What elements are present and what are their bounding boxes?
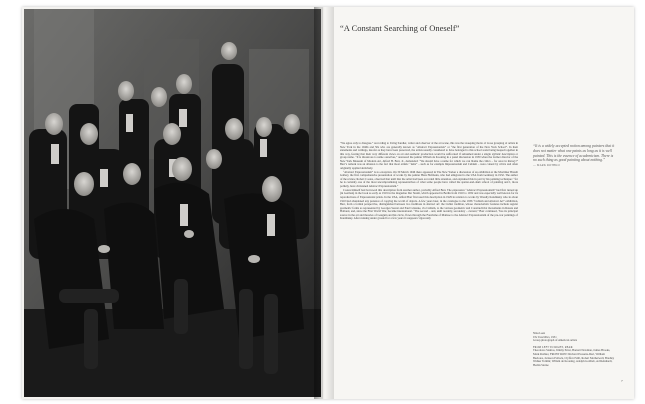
caption-description: Group photograph of American artists [533, 338, 577, 343]
group-photograph [24, 9, 321, 397]
caption-list-heading: FROM LEFT TO RIGHT, REAR: [533, 345, 574, 349]
page-number: 7 [621, 379, 623, 383]
photo-caption [533, 332, 615, 368]
body-paragraph: “Abstract Expressionism” is no exception. On 30 March 1946 there appeared in The New Yorker a discussion of an exhibition at the Mortimer Brandt Gallery, the first comprehensive presentation of works by the painter Hans Hofmann, who had emigrated to the USA from Germany in 1932. The author of the review, Robert Coates, observed that until that the artist had been accorded little attention, and explained this in part by his painting technique: “for he is certainly one of the most uncompromising representatives of what some people have called the spatter-and-daub school of painting and I, more politely, have christened Abstract Expressionism.” [340, 169, 518, 188]
body-paragraph: “We agree only to disagree.” According to Irving Sandler, writer and observer of the art scene, this was the sweeping motto of loose grouping of artists in New York in the 1940s and 50s who are generally known as “Abstract Expressionists” or “the first generation of the New York School”. In their statements and writings, insofar as they have been preserved, the artists usually considered to have belonged to this school resist being heaped together in this way, fearing that their very different views on art and aesthetic production would be suffocated if subsumed under a single stylistic description or group name. “It is disastrous to name ourselves,” answered the painter Willem de Kooning in a panel discussion in 1950 when the former director of the New York Museum of Modern Art, Alfred H. Barr, Jr., demanded: “We should have a name for which we can blame the critics – for once in history!” Barr’s remark was an allusion to the fact that most artistic “isms” – such as for example Impressionism and Cubism – were coined by critics and often originally applied derisively. [340, 142, 518, 170]
caption-photographer: Nina Leen [533, 331, 546, 335]
caption-names: Theodoros Stamos, Jimmy Ernst, Barnett Newman, James Brooks, Mark Rothko; FRONT ROW: Richard Pousette-Dart, William Baziotes, Jackson Pollock, Clyfford Still, Robert Motherwell, Bradley Walker Tomlin; Willem de Kooning, Adolph Gottlieb, Ad Reinhardt, Hedda Sterne [533, 348, 615, 368]
caption-title: The Irascibles [533, 334, 550, 339]
quote-author: — MARK ROTHKO [533, 164, 560, 168]
body-paragraph: Coates himself had borrowed this description from another author, probably Alfred Barr. The expression “Abstract Expressionism” had first turned up (in German) in the book as early as 1919 in the magazine Der Sturm, which appeared in Berlin from 1910 to 1932 and was especially well known for its reproductions of Expressionist prints. In the USA, Alfred Barr first used this description in 1929 in relation to works by Wassily Kandinsky who in about 1910 had abandoned any pretence of copying the world of objects. A few years later, in the catalogue to the 1936 “Cubism and Abstract Art” exhibition, Barr, from a formal perspective, distinguished between two traditions in abstract art: the Cubist tradition, whose characteristic features include regular geometric forms as represented by Georges Seurat and Paul Cézanne, via Cubism, to the various geometric and Constructivist movements in Russia and Holland, and, since the First World War, became international. “The second – and, until recently, secondary – current,” Barr continued, “has its principal source in the art and theories of Gauguin and his circle, flows through the Fauvisme of Matisse to the Abstract Expressionism of the pre-war paintings of Kandinsky. After running under ground for a few years it reappears vigorously [340, 187, 518, 221]
body-text [340, 142, 518, 387]
caption-year: , 1951 [549, 334, 557, 339]
left-page [22, 7, 323, 399]
pull-quote [533, 144, 615, 169]
chapter-title: “A Constant Searching of Oneself” [340, 23, 460, 33]
book-gutter-shadow [314, 7, 334, 399]
quote-text: “It is a widely accepted notion among painters that it does not matter what one paints as long as it is well painted. This is the essence of academicism. There is no such thing as good painting about nothing.” [533, 144, 615, 163]
right-page [323, 7, 634, 399]
photograph-image [24, 9, 321, 397]
